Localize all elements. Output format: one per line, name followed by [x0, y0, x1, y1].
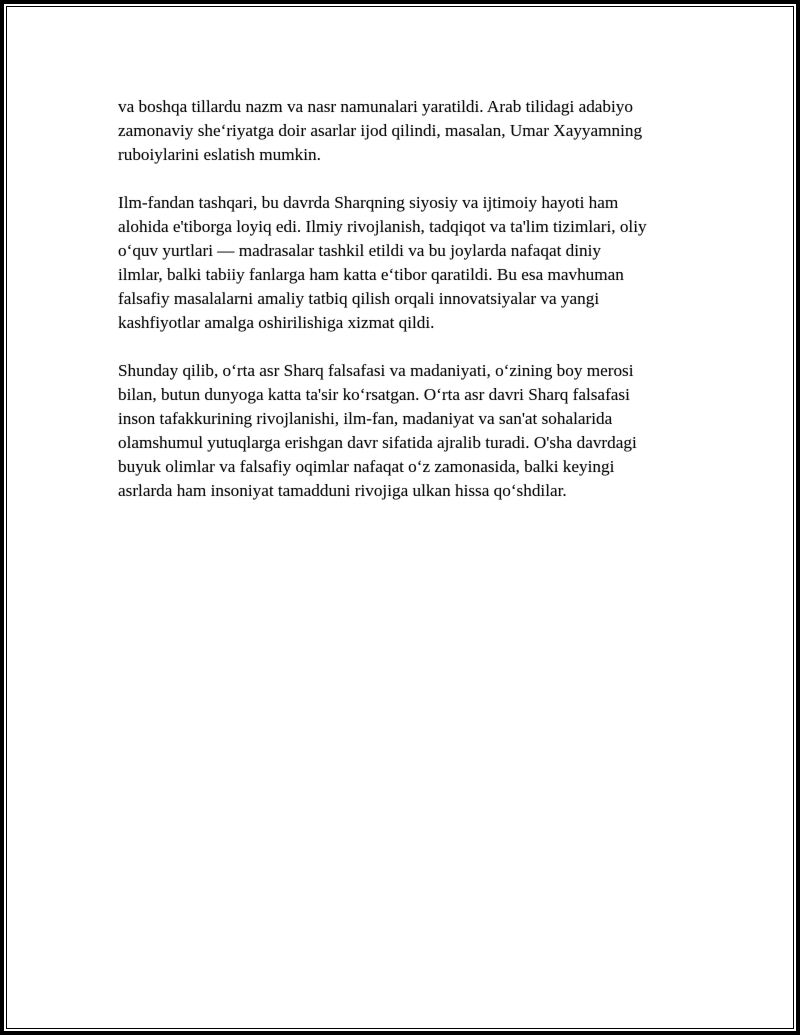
- text-line: falsafiy masalalarni amaliy tatbiq qilish orqali innovatsiyalar va yangi: [118, 289, 600, 308]
- text-line: va boshqa tillardu nazm va nasr namunalari yaratildi. Arab tilidagi adabiyo: [118, 97, 633, 116]
- paragraph-1: [118, 95, 698, 167]
- text-line: olamshumul yutuqlarga erishgan davr sifatida ajralib turadi. O'sha davrdagi: [118, 433, 637, 452]
- text-line: kashfiyotlar amalga oshirilishiga xizmat qildi.: [118, 313, 435, 332]
- text-line: zamonaviy she‘riyatga doir asarlar ijod qilindi, masalan, Umar Xayyamning: [118, 121, 643, 140]
- text-line: o‘quv yurtlari — madrasalar tashkil etildi va bu joylarda nafaqat diniy: [118, 241, 602, 260]
- text-line: asrlarda ham insoniyat tamadduni rivojiga ulkan hissa qo‘shdilar.: [118, 481, 567, 500]
- document-body: [118, 95, 698, 527]
- paragraph-3: [118, 359, 698, 503]
- text-line: buyuk olimlar va falsafiy oqimlar nafaqat o‘z zamonasida, balki keyingi: [118, 457, 615, 476]
- text-line: bilan, butun dunyoga katta ta'sir ko‘rsatgan. O‘rta asr davri Sharq falsafasi: [118, 385, 630, 404]
- paragraph-2: [118, 191, 698, 335]
- text-line: Ilm-fandan tashqari, bu davrda Sharqning siyosiy va ijtimoiy hayoti ham: [118, 193, 619, 212]
- text-line: alohida e'tiborga loyiq edi. Ilmiy rivojlanish, tadqiqot va ta'lim tizimlari, oliy: [118, 217, 647, 236]
- text-line: ilmlar, balki tabiiy fanlarga ham katta e‘tibor qaratildi. Bu esa mavhuman: [118, 265, 624, 284]
- text-line: Shunday qilib, o‘rta asr Sharq falsafasi va madaniyati, o‘zining boy merosi: [118, 361, 634, 380]
- text-line: ruboiylarini eslatish mumkin.: [118, 145, 321, 164]
- text-line: inson tafakkurining rivojlanishi, ilm-fan, madaniyat va san'at sohalarida: [118, 409, 613, 428]
